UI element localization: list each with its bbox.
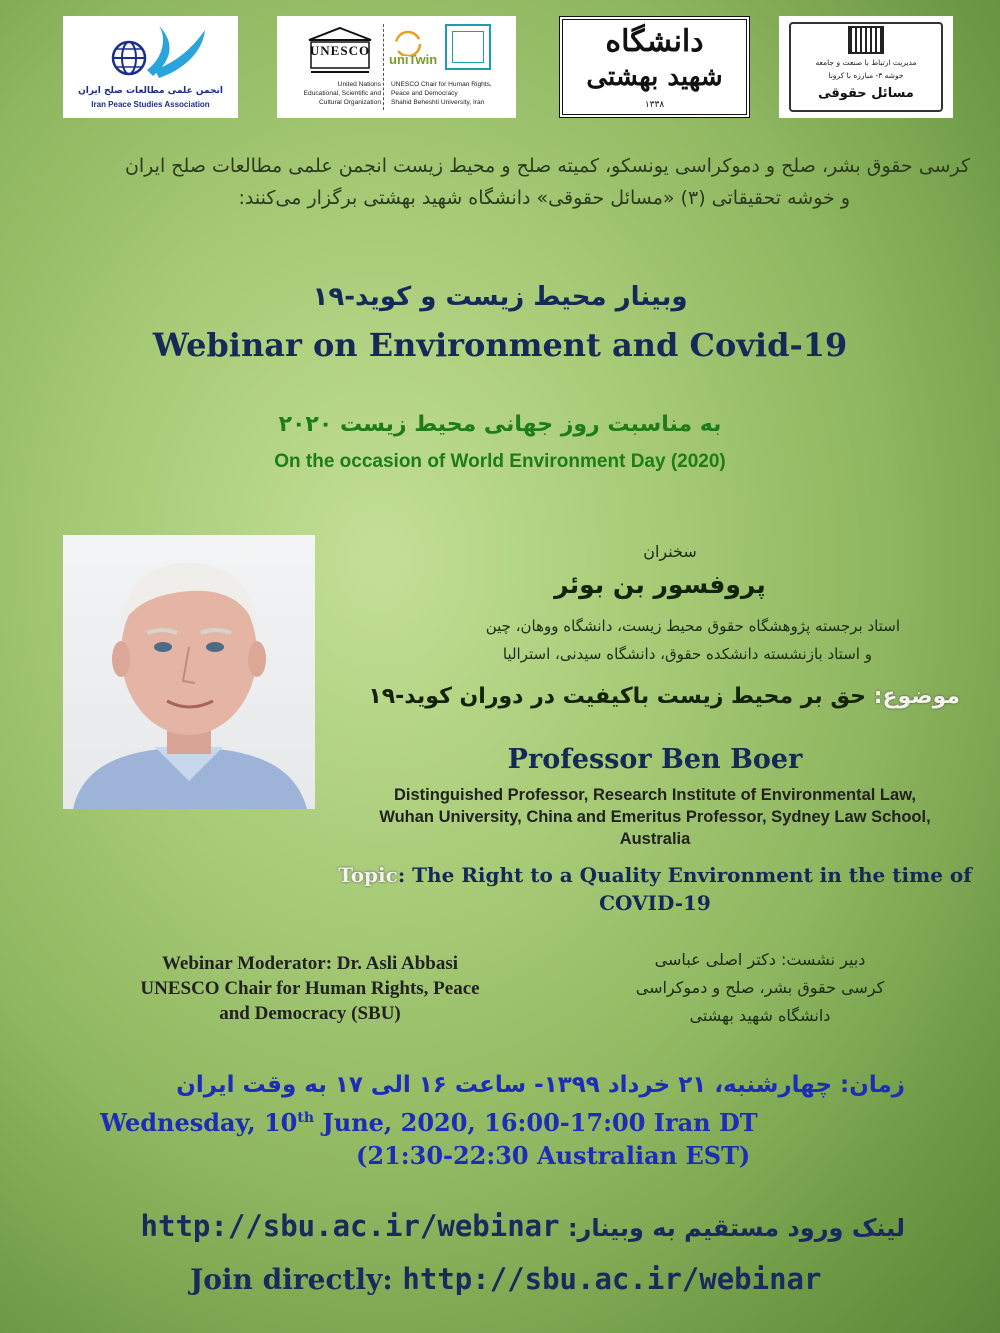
sbu-chair-mark-inner [452,31,484,63]
unitwin-ring-icon [390,26,426,56]
moderator-fa-line: دانشگاه شهید بهشتی [689,1006,831,1025]
time-en [100,1108,900,1137]
legal-cluster-logo [779,16,953,118]
sbu-logo-year: ۱۳۳۸ [644,100,665,110]
ipsa-name-fa: انجمن علمی مطالعات صلح ایران [78,86,223,96]
topic-text-en-line2: COVID-19 [599,891,711,915]
speaker-affiliation-en [340,784,970,850]
speaker-name-fa: پروفسور بن بوئر [554,570,766,599]
join-link-fa [140,1209,905,1243]
time-en-sup: th [297,1110,315,1126]
topic-text-en: : The Right to a Quality Environment in the time of [397,863,972,887]
unesco-mark: UNESCO [309,43,371,58]
sbu-logo-line2: شهید بهشتی [586,62,723,92]
unesco-chair-line: Shahid Beheshti University, Iran [391,99,485,106]
topic-label-fa: موضوع: [873,684,960,709]
webinar-link-en[interactable]: http://sbu.ac.ir/webinar [402,1262,822,1296]
unesco-chair-line: Peace and Democracy [391,90,458,97]
topic-text-fa: حق بر محیط زیست باکیفیت در دوران کوید-۱۹ [368,684,867,709]
time-en-australian: (21:30-22:30 Australian EST) [356,1141,751,1170]
moderator-en-line: and Democracy (SBU) [219,1003,401,1024]
speaker-affiliation-fa [400,612,900,668]
join-label-fa: لینک ورود مستقیم به وبینار: [567,1214,905,1242]
topic-en [330,861,980,917]
occasion-fa: به مناسبت روز جهانی محیط زیست ۲۰۲۰ [278,412,722,437]
speaker-photo [63,535,315,809]
sbu-logo [559,16,750,118]
speaker-aff-fa-line: استاد برجسته پژوهشگاه حقوق محیط زیست، دانشگاه ووهان، چین [485,617,900,635]
speaker-aff-en-line: Distinguished Professor, Research Institute of Environmental Law, [394,786,916,804]
topic-label-en: Topic [338,863,398,887]
legal-cluster-emblem-icon [848,26,884,54]
sbu-logo-line1: دانشگاه [605,24,704,59]
topic-fa [340,684,960,709]
webinar-title-fa: وبینار محیط زیست و کوید-۱۹ [312,282,688,312]
globe-dove-icon [63,18,238,88]
speaker-aff-en-line: Wuhan University, China and Emeritus Professor, Sydney Law School, [379,808,931,826]
unesco-org-line: United Nations [337,81,381,88]
legal-cluster-line2: خوشه ۳- مبارزه با کرونا [828,71,904,80]
speaker-aff-fa-line: و استاد بازنشسته دانشکده حقوق، دانشگاه سیدنی، استرالیا [502,645,872,663]
occasion-en: On the occasion of World Environment Day (2020) [274,451,726,472]
speaker-portrait [63,535,315,809]
legal-cluster-line3: مسائل حقوقی [818,86,914,101]
speaker-label-fa: سخنران [643,542,697,561]
legal-cluster-line1: مدیریت ارتباط با صنعت و جامعه [815,58,917,67]
moderator-fa-line: دبیر نشست: دکتر اصلی عباسی [654,950,866,969]
join-link-en [190,1262,970,1296]
unesco-org-line: Cultural Organization [319,99,381,106]
moderator-fa [560,946,960,1030]
moderator-en [90,951,530,1026]
speaker-name-en: Professor Ben Boer [507,744,803,775]
time-en-post: June, 2020, 16:00-17:00 Iran DT [314,1108,758,1137]
moderator-fa-line: کرسی حقوق بشر، صلح و دموکراسی [635,978,885,997]
unitwin-mark: uniTwin [389,52,438,67]
webinar-link-fa[interactable]: http://sbu.ac.ir/webinar [140,1209,560,1243]
webinar-title-en: Webinar on Environment and Covid-19 [152,326,848,364]
unesco-chair-line: UNESCO Chair for Human Rights, [391,81,492,88]
intro-line2: و خوشه تحقیقاتی (۳) «مسائل حقوقی» دانشگاه شهید بهشتی برگزار می‌کنند: [238,187,850,209]
ipsa-logo [63,16,238,118]
moderator-en-line: Webinar Moderator: Dr. Asli Abbasi [161,953,459,974]
logo-divider [383,24,384,110]
unesco-unitwin-logo [277,16,516,118]
time-fa: زمان: چهارشنبه، ۲۱ خرداد ۱۳۹۹- ساعت ۱۶ الی ۱۷ به وقت ایران [176,1072,905,1098]
speaker-aff-en-line: Australia [619,830,691,848]
ipsa-name-en: Iran Peace Studies Association [91,100,210,109]
moderator-en-line: UNESCO Chair for Human Rights, Peace [140,978,480,999]
unesco-org-line: Educational, Scientific and [303,90,381,97]
intro-line1: کرسی حقوق بشر، صلح و دموکراسی یونسکو، کمیته صلح و محیط زیست انجمن علمی مطالعات صلح ایران [124,155,970,177]
join-label-en: Join directly: [190,1263,393,1296]
intro-text-fa [30,150,970,214]
time-en-pre: Wednesday, 10 [100,1108,298,1137]
